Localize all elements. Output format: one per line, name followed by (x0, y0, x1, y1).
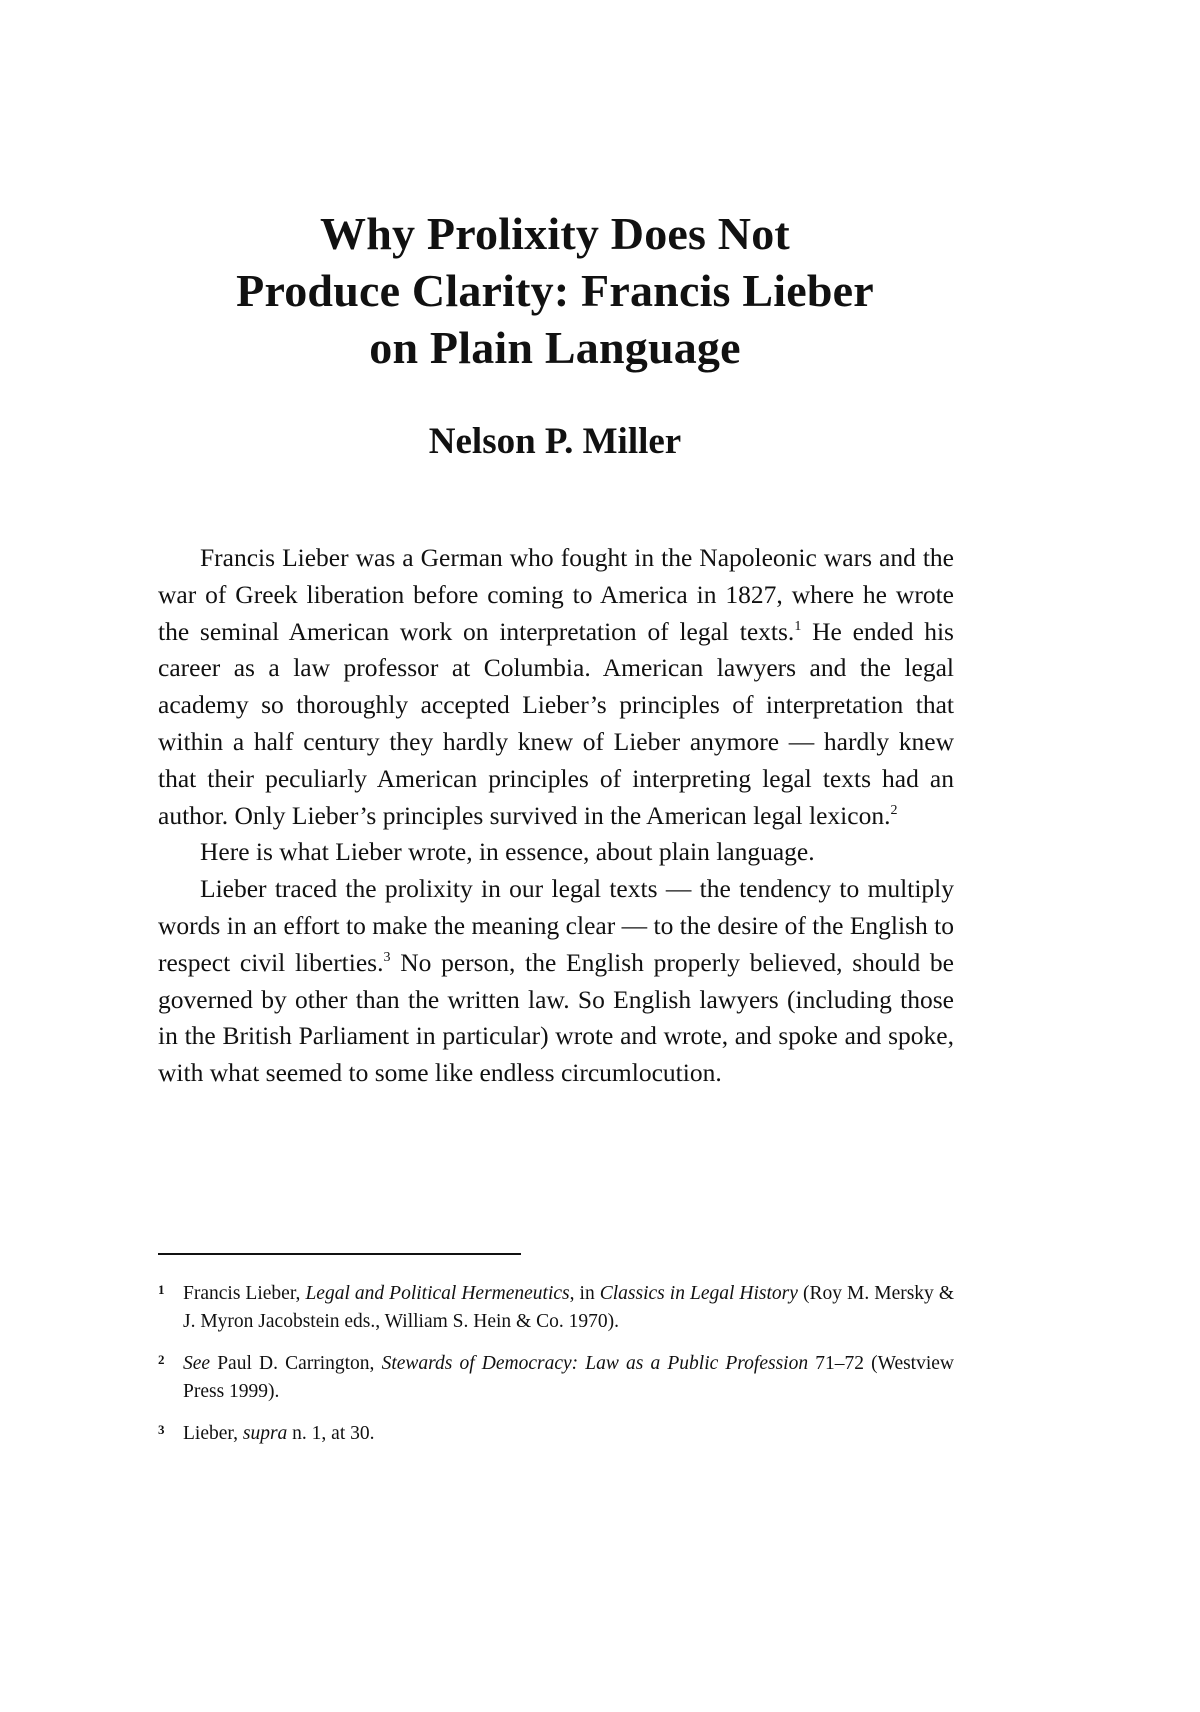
paragraph-1-text-a: Francis Lieber was a German who fought in the Napoleonic wars and the war of Greek liberation before coming to America in 1827, where he wrote the seminal American work on interpretation of legal texts. (158, 543, 954, 646)
footnote-number: 1 (158, 1282, 165, 1297)
paragraph-3-text-a: Lieber traced the prolixity in our legal texts — the tendency to multiply words in an effort to make the meaning clear — to the desire of the English to respect civil liberties. (158, 874, 954, 977)
footnote-ref-1: 1 (794, 618, 802, 634)
body-paragraph-3 (158, 871, 954, 1092)
body-paragraph-1 (158, 540, 954, 834)
article-title (150, 205, 960, 376)
footnote-italic-title: Legal and Political Hermeneutics (305, 1283, 570, 1304)
author-name: Nelson P. Miller (428, 421, 682, 462)
footnote-text: Francis Lieber, (183, 1283, 306, 1304)
title-line-1: Why Prolixity Does Not (320, 208, 790, 259)
footnote-1 (158, 1280, 954, 1336)
footnote-text: Lieber, (183, 1423, 243, 1444)
title-line-2: Produce Clarity: Francis Lieber (236, 265, 874, 316)
footnote-text: 71–72 (Westview Press 1999). (183, 1353, 955, 1402)
footnote-italic-title: Stewards of Democracy: Law as a Public Profession (381, 1353, 809, 1374)
footnote-ref-2: 2 (890, 802, 898, 818)
footnote-text: Paul D. Carrington, (210, 1353, 382, 1374)
paragraph-3-text-b: No person, the English properly believed, should be governed by other than the written law. So English lawyers (including those in the British Parliament in particular) wrote and wrote, and spoke and spoke, with what seemed to some like endless circumlocution. (158, 947, 955, 1088)
footnote-divider (158, 1253, 521, 1255)
footnote-number: 2 (158, 1352, 165, 1367)
footnote-text: , in (569, 1283, 600, 1304)
body-paragraph-2: Here is what Lieber wrote, in essence, about plain language. (200, 837, 815, 867)
footnote-2 (158, 1350, 954, 1406)
footnote-text: (Roy M. Mersky & J. Myron Jacobstein eds., William S. Hein & Co. 1970). (183, 1283, 954, 1332)
footnote-number: 3 (158, 1422, 165, 1437)
title-line-3: on Plain Language (369, 322, 741, 373)
footnote-signal: See (183, 1353, 211, 1374)
footnote-text: n. 1, at 30. (287, 1423, 375, 1444)
footnote-italic-title: Classics in Legal History (599, 1283, 798, 1304)
paragraph-1-text-b: He ended his career as a law professor at Columbia. American lawyers and the legal academy so thoroughly accepted Lieber’s principles of interpretation that within a half century they hardly knew of Lieber anymore — hardly knew that their peculiarly American principles of interpreting legal texts had an author. Only Lieber’s principles survived in the American legal lexicon. (158, 616, 954, 830)
footnote-ref-3: 3 (383, 949, 391, 965)
footnote-signal: supra (242, 1423, 288, 1444)
footnotes (158, 1280, 954, 1462)
footnote-3 (158, 1420, 954, 1448)
article-body (158, 540, 954, 1092)
